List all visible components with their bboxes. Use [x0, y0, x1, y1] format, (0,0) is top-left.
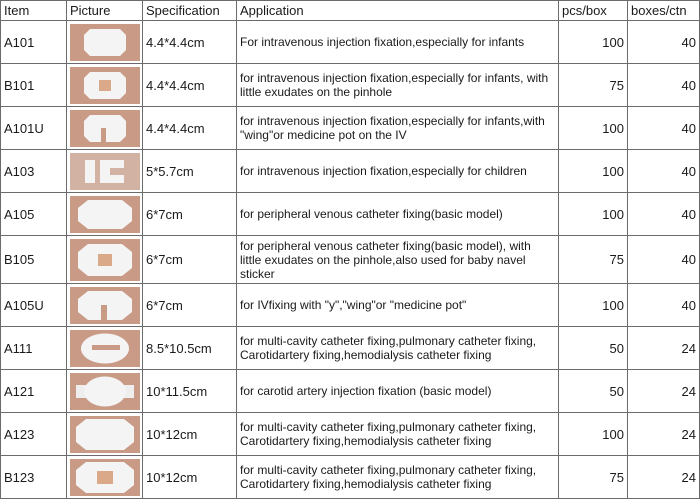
pcs-per-box: 100: [559, 193, 628, 236]
table-row: [1, 456, 700, 499]
header-boxes-ctn: boxes/ctn: [628, 1, 700, 21]
pcs-per-box: 100: [559, 284, 628, 327]
application: for multi-cavity catheter fixing,pulmonary catheter fixing, Carotidartery fixing,hemodialysis catheter fixing: [237, 456, 559, 499]
item-code: A101: [1, 21, 67, 64]
header-application: Application: [237, 1, 559, 21]
octagon-u-slot-dressing-icon: [70, 287, 140, 324]
table-row: [1, 236, 700, 284]
application: for intravenous injection fixation,especially for infants, with little exudates on the pinhole: [237, 64, 559, 107]
round-slot-dressing-icon: [70, 330, 140, 367]
specification: 10*12cm: [143, 413, 237, 456]
item-code: B101: [1, 64, 67, 107]
item-code: B105: [1, 236, 67, 284]
table-row: [1, 150, 700, 193]
header-row: [1, 1, 700, 21]
specification: 4.4*4.4cm: [143, 21, 237, 64]
pcs-per-box: 100: [559, 107, 628, 150]
boxes-per-carton: 24: [628, 327, 700, 370]
boxes-per-carton: 40: [628, 21, 700, 64]
table-row: [1, 327, 700, 370]
boxes-per-carton: 40: [628, 193, 700, 236]
boxes-per-carton: 24: [628, 370, 700, 413]
application: for peripheral venous catheter fixing(basic model): [237, 193, 559, 236]
header-picture: Picture: [67, 1, 143, 21]
square-dressing-pad-icon: [70, 67, 140, 104]
application: for multi-cavity catheter fixing,pulmonary catheter fixing, Carotidartery fixing,hemodialysis catheter fixing: [237, 413, 559, 456]
table-row: [1, 21, 700, 64]
large-octagon-dressing-icon: [70, 416, 140, 453]
boxes-per-carton: 40: [628, 150, 700, 193]
table-row: [1, 370, 700, 413]
pcs-per-box: 75: [559, 64, 628, 107]
table-row: [1, 193, 700, 236]
split-dressing-icon: [70, 153, 140, 190]
application: for peripheral venous catheter fixing(basic model), with little exudates on the pinhole,also used for baby navel sticker: [237, 236, 559, 284]
specification: 6*7cm: [143, 236, 237, 284]
header-specification: Specification: [143, 1, 237, 21]
table-row: [1, 413, 700, 456]
specification: 10*11.5cm: [143, 370, 237, 413]
application: for intravenous injection fixation,especially for infants,with "wing"or medicine pot on the IV: [237, 107, 559, 150]
square-dressing-icon: [70, 24, 140, 61]
octagon-dressing-pad-icon: [70, 239, 140, 281]
pcs-per-box: 50: [559, 327, 628, 370]
oval-tab-dressing-icon: [70, 373, 140, 410]
specification: 4.4*4.4cm: [143, 107, 237, 150]
header-pcs-box: pcs/box: [559, 1, 628, 21]
boxes-per-carton: 40: [628, 64, 700, 107]
pcs-per-box: 100: [559, 150, 628, 193]
item-code: A105U: [1, 284, 67, 327]
item-code: A103: [1, 150, 67, 193]
item-code: A123: [1, 413, 67, 456]
specification: 10*12cm: [143, 456, 237, 499]
pcs-per-box: 50: [559, 370, 628, 413]
octagon-dressing-icon: [70, 196, 140, 233]
application: for carotid artery injection fixation (basic model): [237, 370, 559, 413]
table-row: [1, 284, 700, 327]
boxes-per-carton: 40: [628, 284, 700, 327]
pcs-per-box: 75: [559, 456, 628, 499]
item-code: A101U: [1, 107, 67, 150]
large-octagon-dressing-pad-icon: [70, 459, 140, 496]
specification: 8.5*10.5cm: [143, 327, 237, 370]
specification: 6*7cm: [143, 193, 237, 236]
item-code: A105: [1, 193, 67, 236]
boxes-per-carton: 24: [628, 413, 700, 456]
pcs-per-box: 75: [559, 236, 628, 284]
application: for multi-cavity catheter fixing,pulmonary catheter fixing, Carotidartery fixing,hemodialysis catheter fixing: [237, 327, 559, 370]
specification: 5*5.7cm: [143, 150, 237, 193]
header-item: Item: [1, 1, 67, 21]
application: for intravenous injection fixation,especially for children: [237, 150, 559, 193]
boxes-per-carton: 40: [628, 107, 700, 150]
u-slot-dressing-icon: [70, 110, 140, 147]
item-code: A111: [1, 327, 67, 370]
application: for IVfixing with "y","wing"or "medicine pot": [237, 284, 559, 327]
table-row: [1, 107, 700, 150]
application: For intravenous injection fixation,especially for infants: [237, 21, 559, 64]
table-row: [1, 64, 700, 107]
specification: 4.4*4.4cm: [143, 64, 237, 107]
specification: 6*7cm: [143, 284, 237, 327]
boxes-per-carton: 24: [628, 456, 700, 499]
pcs-per-box: 100: [559, 413, 628, 456]
item-code: B123: [1, 456, 67, 499]
boxes-per-carton: 40: [628, 236, 700, 284]
item-code: A121: [1, 370, 67, 413]
pcs-per-box: 100: [559, 21, 628, 64]
